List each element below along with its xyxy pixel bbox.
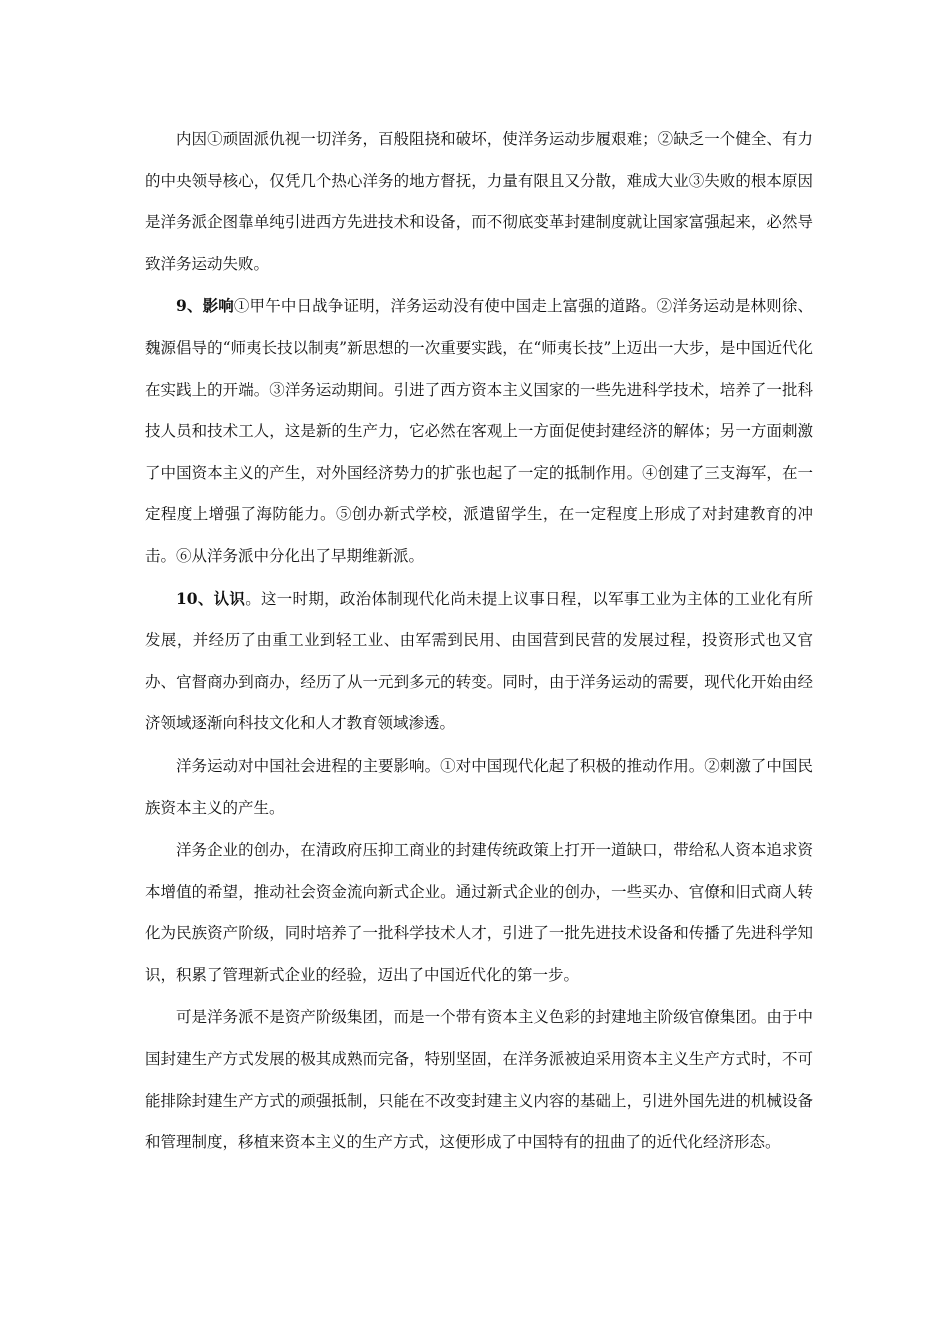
paragraph-text: 内因①顽固派仇视一切洋务，百般阻挠和破坏，使洋务运动步履艰难；②缺乏一个健全、有力的中央领导核心，仅凭几个热心洋务的地方督抚，力量有限且又分散，难成大业③失败的根本原因是洋务派企图靠单纯引进西方先进技术和设备，而不彻底变革封建制度就让国家富强起来，必然导致洋务运动失败。 <box>145 130 813 273</box>
paragraph-limitations <box>145 996 813 1163</box>
paragraph-text: 。这一时期，政治体制现代化尚未提上议事日程，以军事工业为主体的工业化有所发展，并经历了由重工业到轻工业、由军需到民用、由国营到民营的发展过程，投资形式也又官办、官督商办到商办，经历了从一元到多元的转变。同时，由于洋务运动的需要，现代化开始由经济领域逐渐向科技文化和人才教育领域渗透。 <box>145 589 813 733</box>
document-body <box>145 118 813 1164</box>
paragraph-text: 洋务企业的创办，在清政府压抑工商业的封建传统政策上打开一道缺口，带给私人资本追求资本增值的希望，推动社会资金流向新式企业。通过新式企业的创办，一些买办、官僚和旧式商人转化为民族资产阶级，同时培养了一批科学技术人才，引进了一批先进技术设备和传播了先进科学知识，积累了管理新式企业的经验，迈出了中国近代化的第一步。 <box>145 841 813 984</box>
paragraph-main-impact <box>145 745 813 829</box>
paragraph-text: ①甲午中日战争证明，洋务运动没有使中国走上富强的道路。②洋务运动是林则徐、魏源倡导的“师夷长技以制夷”新思想的一次重要实践，在“师夷长技”上迈出一大步，是中国近代化在实践上的开端。③洋务运动期间。引进了西方资本主义国家的一些先进科学技术，培养了一批科技人员和技术工人，这是新的生产力，它必然在客观上一方面促使封建经济的解体；另一方面刺激了中国资本主义的产生，对外国经济势力的扩张也起了一定的抵制作用。④创建了三支海军，在一定程度上增强了海防能力。⑤创办新式学校，派遣留学生，在一定程度上形成了对封建教育的冲击。⑥从洋务派中分化出了早期维新派。 <box>145 297 813 565</box>
paragraph-text: 洋务运动对中国社会进程的主要影响。①对中国现代化起了积极的推动作用。②刺激了中国民族资本主义的产生。 <box>145 756 813 817</box>
paragraph-heading: 9、影响 <box>176 296 234 316</box>
paragraph-internal-causes <box>145 118 813 285</box>
paragraph-text: 可是洋务派不是资产阶级集团，而是一个带有资本主义色彩的封建地主阶级官僚集团。由于中国封建生产方式发展的极其成熟而完备，特别坚固，在洋务派被迫采用资本主义生产方式时，不可能排除封建生产方式的顽强抵制，只能在不改变封建主义内容的基础上，引进外国先进的机械设备和管理制度，移植来资本主义的生产方式，这便形成了中国特有的扭曲了的近代化经济形态。 <box>145 1008 813 1152</box>
paragraph-understanding <box>145 578 813 745</box>
paragraph-influence <box>145 285 813 577</box>
paragraph-heading: 10、认识 <box>176 588 246 608</box>
paragraph-enterprises <box>145 829 813 996</box>
